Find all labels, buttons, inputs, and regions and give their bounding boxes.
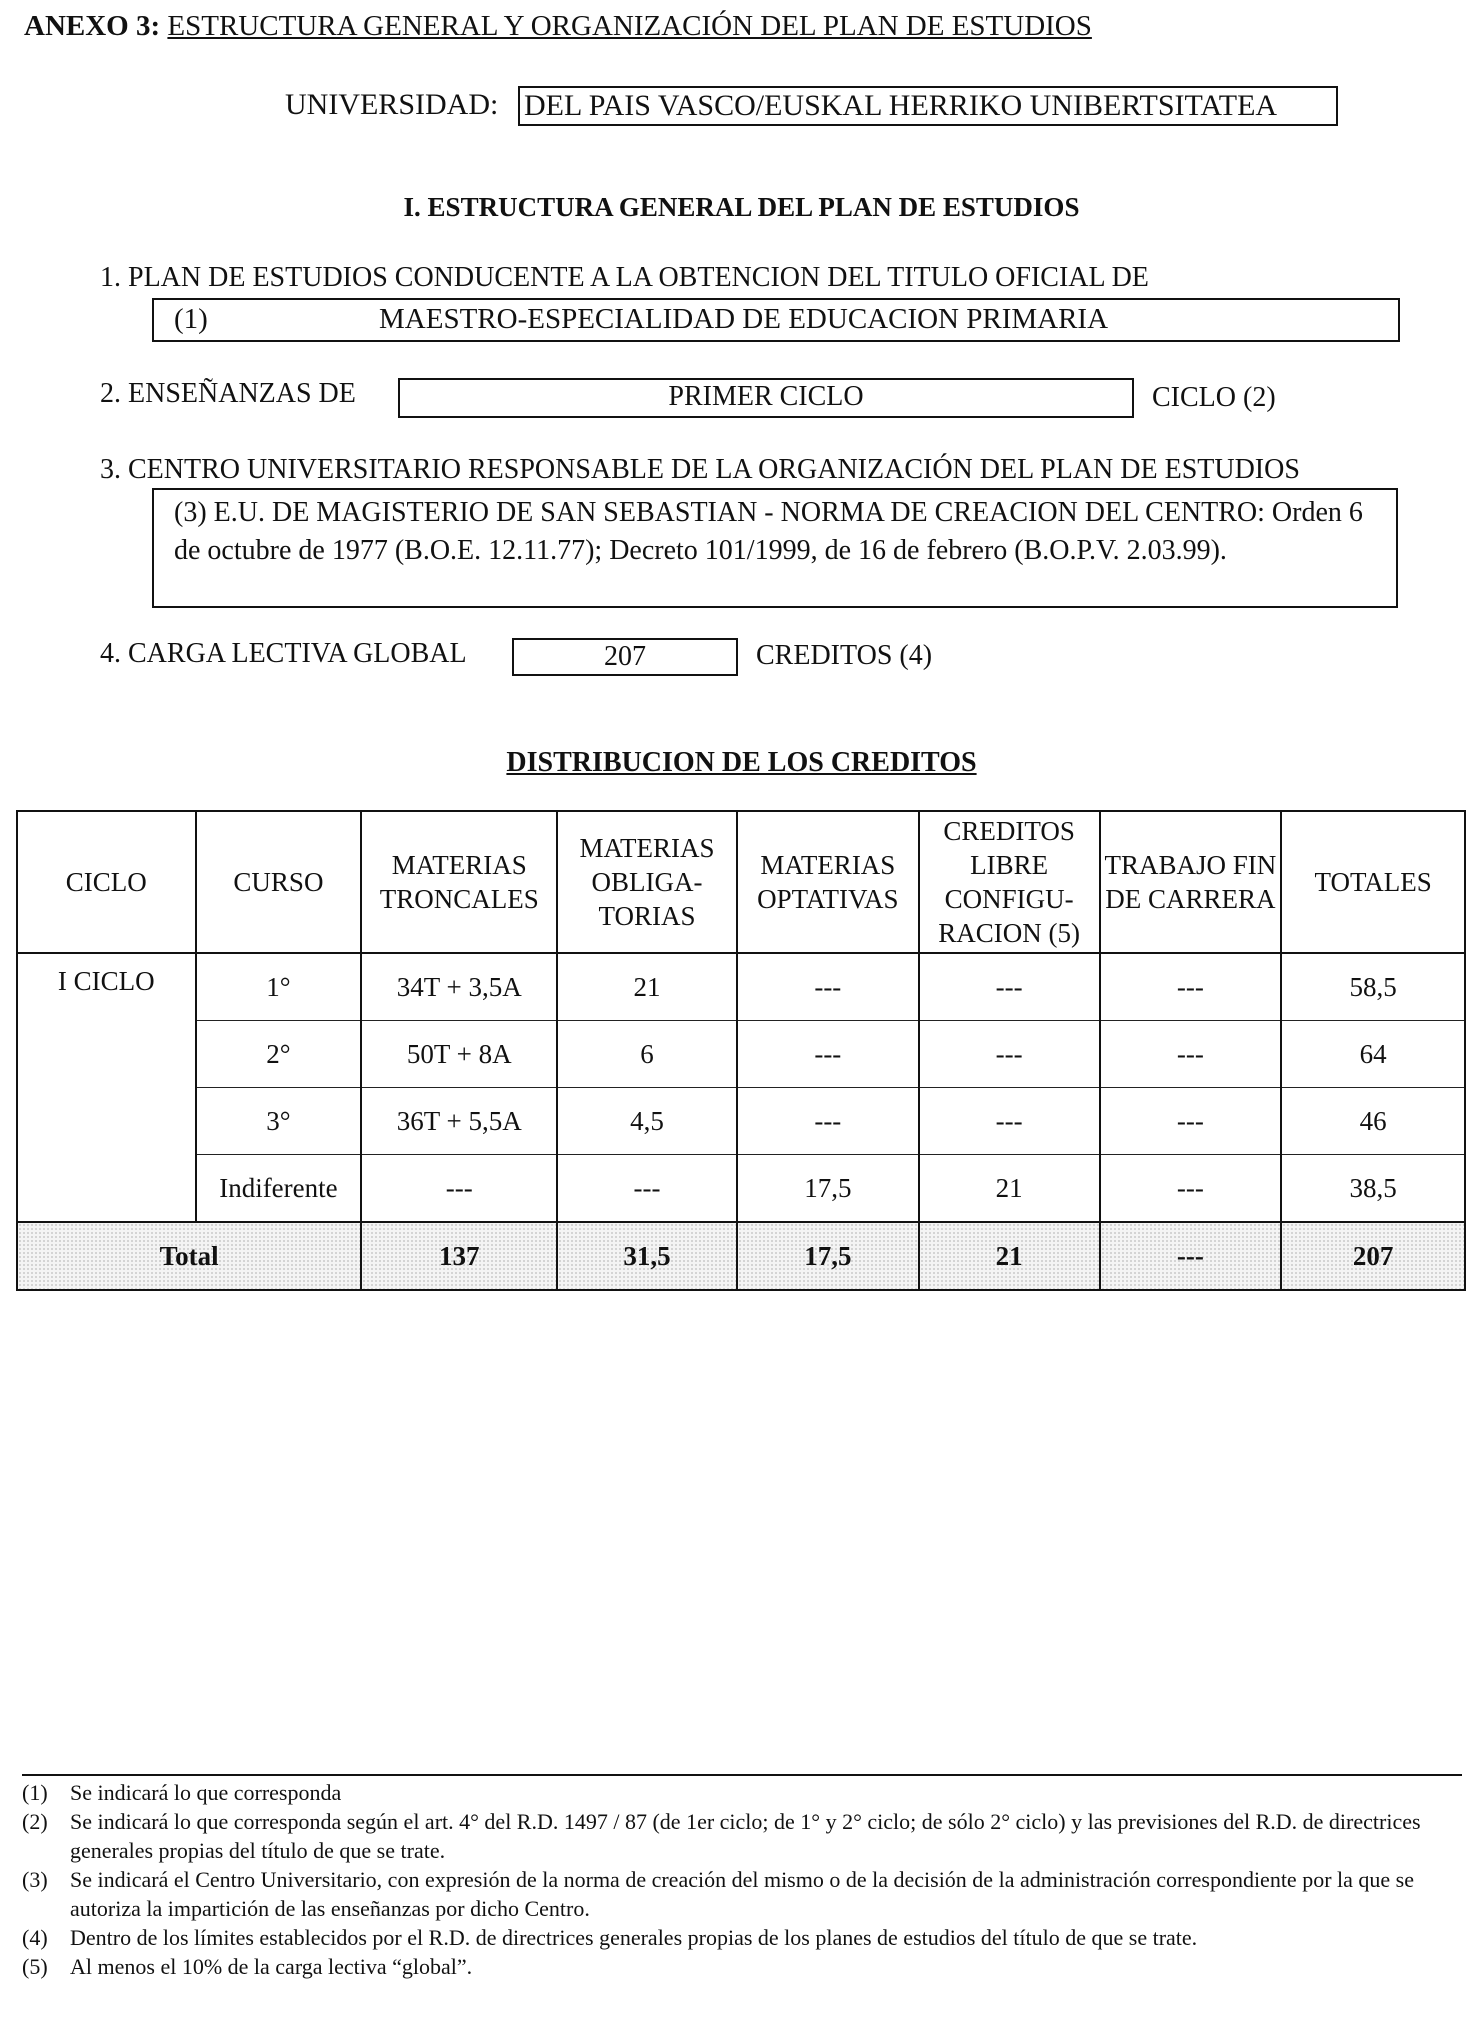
- table-row: [17, 1155, 1465, 1223]
- credits-table: [16, 810, 1466, 1291]
- table-row: [17, 953, 1465, 1021]
- total-trabajo: ---: [1100, 1222, 1282, 1290]
- footnote-key: (3): [22, 1867, 48, 1892]
- trabajo-cell: ---: [1100, 1155, 1282, 1223]
- trabajo-cell: ---: [1100, 1088, 1282, 1155]
- troncales-cell: ---: [361, 1155, 557, 1223]
- annex-title-text: ESTRUCTURA GENERAL Y ORGANIZACIÓN DEL PLAN DE ESTUDIOS: [167, 10, 1092, 42]
- footnote-key: (1): [22, 1780, 48, 1805]
- obligatorias-cell: 4,5: [557, 1088, 737, 1155]
- header-curso: CURSO: [196, 811, 362, 953]
- item3-label: 3. CENTRO UNIVERSITARIO RESPONSABLE DE LA ORGANIZACIÓN DEL PLAN DE ESTUDIOS: [100, 454, 1300, 485]
- header-libre-configuracion: CREDITOS LIBRE CONFIGU- RACION (5): [919, 811, 1100, 953]
- item2-label: 2. ENSEÑANZAS DE: [100, 378, 356, 409]
- table-total-row: [17, 1222, 1465, 1290]
- footnote-text: Al menos el 10% de la carga lectiva “global”.: [70, 1954, 473, 1979]
- footnote: [22, 1923, 1468, 1952]
- footnote: [22, 1807, 1468, 1865]
- curso-cell: 1°: [196, 953, 362, 1021]
- item2-suffix: CICLO (2): [1152, 382, 1276, 413]
- distribution-title: [0, 747, 1483, 779]
- annex-title: ANEXO 3: ESTRUCTURA GENERAL Y ORGANIZACIÓN DEL PLAN DE ESTUDIOS: [24, 10, 1092, 42]
- libre-cell: ---: [919, 1021, 1100, 1088]
- optativas-cell: ---: [737, 953, 919, 1021]
- trabajo-cell: ---: [1100, 953, 1282, 1021]
- troncales-cell: 36T + 5,5A: [361, 1088, 557, 1155]
- item2-value-box: PRIMER CICLO: [398, 378, 1134, 418]
- table-row: [17, 1021, 1465, 1088]
- libre-cell: ---: [919, 1088, 1100, 1155]
- footnotes: [22, 1778, 1468, 1981]
- obligatorias-cell: ---: [557, 1155, 737, 1223]
- curso-cell: 3°: [196, 1088, 362, 1155]
- item4-value-box: 207: [512, 638, 738, 676]
- total-totales: 207: [1281, 1222, 1465, 1290]
- libre-cell: ---: [919, 953, 1100, 1021]
- university-name-box: DEL PAIS VASCO/EUSKAL HERRIKO UNIBERTSITATEA: [518, 86, 1338, 126]
- footnote-rule: [22, 1774, 1462, 1776]
- item1-label: 1. PLAN DE ESTUDIOS CONDUCENTE A LA OBTENCION DEL TITULO OFICIAL DE: [100, 262, 1149, 293]
- table-row: [17, 1088, 1465, 1155]
- curso-cell: 2°: [196, 1021, 362, 1088]
- libre-cell: 21: [919, 1155, 1100, 1223]
- footnote-text: Se indicará lo que corresponda: [70, 1780, 342, 1805]
- item1-value: MAESTRO-ESPECIALIDAD DE EDUCACION PRIMARIA: [379, 303, 1109, 335]
- item1-value-box: [152, 298, 1400, 342]
- total-obligatorias: 31,5: [557, 1222, 737, 1290]
- footnote: [22, 1778, 1468, 1807]
- curso-cell: Indiferente: [196, 1155, 362, 1223]
- footnote-text: Se indicará lo que corresponda según el art. 4° del R.D. 1497 / 87 (de 1er ciclo; de 1° y 2° ciclo; de sólo 2° ciclo) y las previsiones del R.D. de directrices generales propias del título de que se trate.: [70, 1809, 1421, 1863]
- ciclo-cell: I CICLO: [17, 953, 196, 1222]
- header-obligatorias: MATERIAS OBLIGA- TORIAS: [557, 811, 737, 953]
- item4-label: 4. CARGA LECTIVA GLOBAL: [100, 638, 467, 669]
- header-optativas: MATERIAS OPTATIVAS: [737, 811, 919, 953]
- footnote: [22, 1865, 1468, 1923]
- header-totales: TOTALES: [1281, 811, 1465, 953]
- total-libre: 21: [919, 1222, 1100, 1290]
- troncales-cell: 50T + 8A: [361, 1021, 557, 1088]
- item4-suffix: CREDITOS (4): [756, 640, 933, 671]
- footnote-key: (4): [22, 1925, 48, 1950]
- obligatorias-cell: 21: [557, 953, 737, 1021]
- obligatorias-cell: 6: [557, 1021, 737, 1088]
- distribution-title-text: DISTRIBUCION DE LOS CREDITOS: [506, 747, 977, 778]
- total-cell: 64: [1281, 1021, 1465, 1088]
- total-cell: 46: [1281, 1088, 1465, 1155]
- optativas-cell: ---: [737, 1021, 919, 1088]
- section-title: I. ESTRUCTURA GENERAL DEL PLAN DE ESTUDIOS: [403, 192, 1080, 222]
- total-troncales: 137: [361, 1222, 557, 1290]
- header-ciclo: CICLO: [17, 811, 196, 953]
- trabajo-cell: ---: [1100, 1021, 1282, 1088]
- total-cell: 38,5: [1281, 1155, 1465, 1223]
- footnote-text: Dentro de los límites establecidos por el R.D. de directrices generales propias de los planes de estudios del título de que se trate.: [70, 1925, 1198, 1950]
- total-optativas: 17,5: [737, 1222, 919, 1290]
- annex-label: ANEXO 3: [24, 10, 151, 42]
- item1-note: (1): [174, 303, 208, 335]
- footnote-key: (2): [22, 1809, 48, 1834]
- header-troncales: MATERIAS TRONCALES: [361, 811, 557, 953]
- footnote-text: Se indicará el Centro Universitario, con expresión de la norma de creación del mismo o de la decisión de la administración correspondiente por la que se autoriza la impartición de las enseñanzas por dicho Centro.: [70, 1867, 1414, 1921]
- total-cell: 58,5: [1281, 953, 1465, 1021]
- optativas-cell: ---: [737, 1088, 919, 1155]
- troncales-cell: 34T + 3,5A: [361, 953, 557, 1021]
- footnote-key: (5): [22, 1954, 48, 1979]
- optativas-cell: 17,5: [737, 1155, 919, 1223]
- footnote: [22, 1952, 1468, 1981]
- table-header-row: [17, 811, 1465, 953]
- total-label: Total: [17, 1222, 361, 1290]
- item3-value-box: (3) E.U. DE MAGISTERIO DE SAN SEBASTIAN - NORMA DE CREACION DEL CENTRO: Orden 6 de octubre de 1977 (B.O.E. 12.11.77); Decreto 101/1999, de 16 de febrero (B.O.P.V. 2.03.99).: [152, 488, 1398, 608]
- header-trabajo-fin-carrera: TRABAJO FIN DE CARRERA: [1100, 811, 1282, 953]
- university-label: UNIVERSIDAD:: [285, 88, 499, 121]
